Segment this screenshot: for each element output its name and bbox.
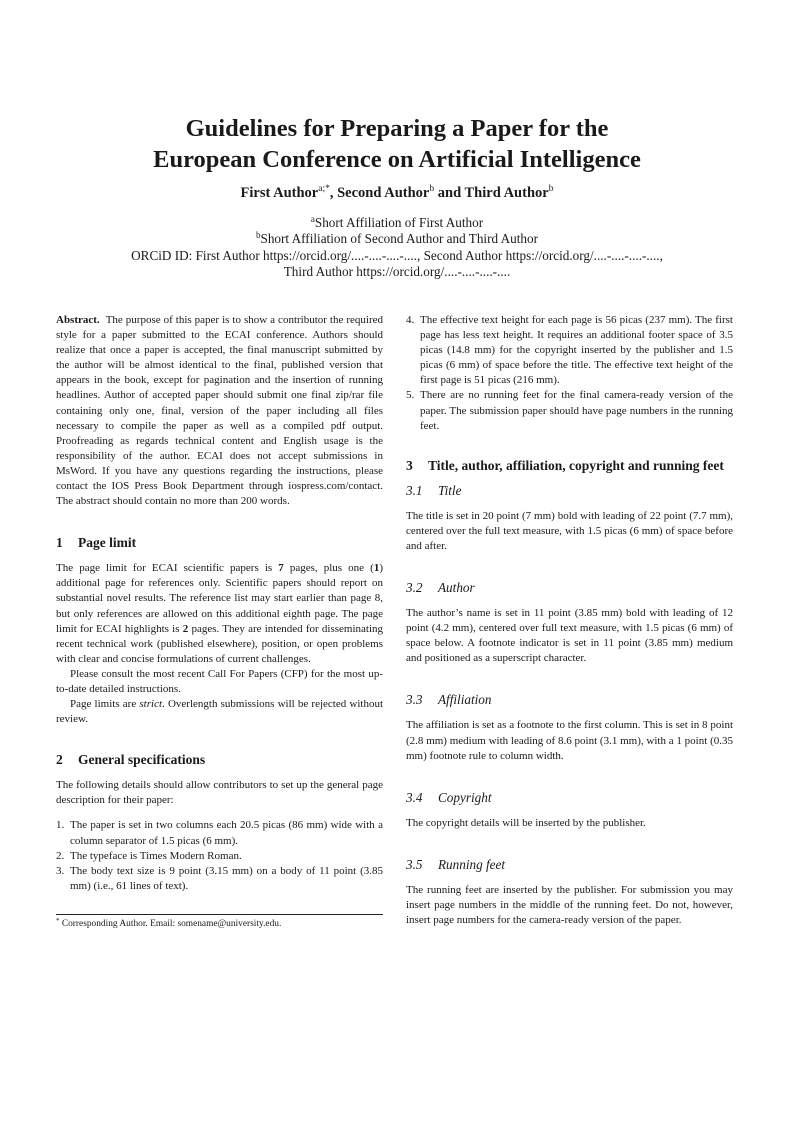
section-1-heading bbox=[56, 534, 383, 551]
author-third: Third Author bbox=[464, 185, 549, 201]
section-1-paragraph-3 bbox=[56, 697, 383, 727]
footnote-text: Corresponding Author. Email: somename@university.edu. bbox=[59, 919, 282, 929]
subsection-3-5-heading bbox=[406, 856, 733, 873]
list-item bbox=[406, 388, 733, 433]
section-2-heading bbox=[56, 751, 383, 768]
list-item-text: There are no running feet for the final camera-ready version of the paper. The submission paper should have page numbers in the running feet. bbox=[420, 389, 733, 432]
section-3-number: 3 bbox=[406, 457, 413, 473]
list-item-text: The body text size is 9 point (3.15 mm) on a body of 11 point (3.85 mm) (i.e., 61 lines of text). bbox=[70, 864, 383, 892]
abstract-text: The purpose of this paper is to show a contributor the required style for a paper submitted to the ECAI conference. Authors should realize that once a paper is accepted, the final manuscript submitted by the author will be almost identical to the final, published version that appears in the book, except for pagination and the insertion of running headlines. Author of accepted paper should submit one final zip/rar file containing only one, final, version of the paper including all files necessary to compile the paper as well as a compiled pdf output. Proofreading as regards technical content and English usage is the responsibility of the author. ECAI does not accept submissions in MsWord. If you have any questions regarding the instructions, please contact the IOS Press Book Department through iospress.com/contact. The abstract should contain no more than 200 words. bbox=[56, 314, 384, 508]
subsection-number: 3.2 bbox=[406, 580, 423, 596]
left-column bbox=[56, 313, 383, 894]
subsection-3-3-heading bbox=[406, 691, 733, 708]
affiliation-a bbox=[0, 215, 794, 231]
section-2-title: General specifications bbox=[78, 752, 206, 768]
section-1-p1-e: pages. They are intended for disseminating recent technical work (published elsewhere), position, or open problems with clear and concise formulations of current challenges. bbox=[56, 622, 383, 665]
orcid-line-1: ORCiD ID: First Author https://orcid.org/....-....-....-...., Second Author https://orcid.org/....-....-....-...., bbox=[131, 247, 663, 263]
footnote-rule bbox=[56, 914, 383, 915]
subsection-3-2-heading bbox=[406, 579, 733, 596]
subsection-3-3-text: The affiliation is set as a footnote to the first column. This is set in 8 point (2.8 mm) medium with leading of 8.6 point (3.1 mm), with a 1 point (0.35 mm) footnote rule to column width. bbox=[406, 719, 733, 762]
list-item bbox=[406, 313, 733, 388]
list-item bbox=[56, 849, 383, 864]
subsection-number: 3.3 bbox=[406, 692, 423, 708]
list-item-marker: 1. bbox=[56, 819, 65, 832]
section-3-heading bbox=[406, 457, 733, 474]
affiliation-b bbox=[0, 231, 794, 247]
section-1-paragraph-1 bbox=[56, 561, 383, 667]
section-1-p3-b: . Overlength submissions will be rejected without review. bbox=[56, 698, 384, 726]
subsection-title: Copyright bbox=[438, 789, 492, 805]
author-sep-1: , bbox=[329, 185, 338, 201]
subsection-title: Author bbox=[438, 580, 475, 596]
author-third-sup: b bbox=[548, 184, 554, 194]
subsection-number: 3.4 bbox=[406, 789, 423, 805]
title-line-2: European Conference on Artificial Intelligence bbox=[153, 146, 641, 173]
list-item-marker: 4. bbox=[406, 314, 415, 326]
section-1-p1-d: ) additional page for references only. Scientific papers should report on substantial novel results. The reference list may start earlier than page 8, but only references are allowed on this additional eighth page. The page limit for ECAI highlights is bbox=[56, 562, 383, 635]
section-1-p1-bold-2: 2 bbox=[182, 622, 189, 635]
section-1-p3-em: strict bbox=[139, 698, 163, 711]
abstract bbox=[56, 313, 383, 509]
section-1-p1-bold-1: 1 bbox=[373, 562, 380, 575]
author-sep-2: and bbox=[434, 185, 465, 201]
section-1-title: Page limit bbox=[78, 535, 137, 551]
affiliation-a-sup: a bbox=[310, 214, 315, 224]
paper-title bbox=[0, 113, 794, 175]
list-item-marker: 2. bbox=[56, 849, 65, 862]
orcid-line-2: Third Author https://orcid.org/....-....-....-.... bbox=[283, 264, 511, 280]
footnote bbox=[56, 918, 383, 930]
list-item-text: The paper is set in two columns each 20.5 picas (86 mm) wide with a column separator of 1.5 picas (6 mm). bbox=[70, 819, 383, 847]
affiliation-a-text: Short Affiliation of First Author bbox=[314, 215, 484, 230]
subsection-3-2-text: The author’s name is set in 11 point (3.85 mm) bold with leading of 12 point (4.2 mm), centered over full text measure, with 1.5 picas (6 mm) of space below. A footnote indicator is set in 11 point (3.85 mm) medium and positioned as a superscript character. bbox=[406, 607, 733, 665]
subsection-3-1-text: The title is set in 20 point (7 mm) bold with leading of 22 point (7.7 mm), centered over the full text measure, with 1.5 picas (6 mm) of space before and after. bbox=[406, 509, 733, 552]
author-second-sup: b bbox=[429, 184, 435, 194]
spec-list-part-2 bbox=[406, 313, 733, 434]
spec-list-part-1 bbox=[56, 818, 383, 893]
author-first: First Author bbox=[240, 185, 319, 201]
right-column bbox=[406, 313, 733, 928]
section-1-p1-c: pages, plus one ( bbox=[283, 562, 374, 575]
subsection-3-1-heading bbox=[406, 482, 733, 499]
subsection-title: Running feet bbox=[438, 856, 506, 872]
author-line bbox=[0, 183, 794, 203]
section-2-intro: The following details should allow contributors to set up the general page description for their paper: bbox=[56, 779, 383, 807]
list-item-marker: 3. bbox=[56, 864, 65, 877]
list-item bbox=[56, 864, 383, 894]
section-1-paragraph-2: Please consult the most recent Call For Papers (CFP) for the most up-to-date detailed instructions. bbox=[56, 667, 383, 695]
section-1-p1-a: The page limit for ECAI scientific papers is bbox=[56, 562, 279, 575]
list-item bbox=[56, 818, 383, 848]
section-1-number: 1 bbox=[56, 535, 63, 551]
section-2-number: 2 bbox=[56, 752, 63, 768]
subsection-3-5-text: The running feet are inserted by the publisher. For submission you may insert page numbers in the middle of the running feet. Do not, however, insert page numbers for the camera-ready version of the paper. bbox=[406, 883, 733, 926]
list-item-text: The effective text height for each page is 56 picas (237 mm). The first page has less text height. It requires an additional footer space of 3.5 picas (14.8 mm) for the copyright inserted by the publisher and 1.5 picas (6 mm) of space before the title. The effective text height of the first page is 51 picas (216 mm). bbox=[420, 314, 733, 387]
subsection-3-4-heading bbox=[406, 789, 733, 806]
section-1-p3-a: Page limits are bbox=[70, 698, 140, 711]
section-3-title: Title, author, affiliation, copyright and running feet bbox=[428, 457, 724, 473]
subsection-title: Title bbox=[438, 482, 462, 498]
affiliation-b-sup: b bbox=[255, 230, 261, 241]
section-1-p1-bold-7: 7 bbox=[278, 562, 284, 575]
subsection-number: 3.5 bbox=[406, 856, 423, 872]
author-first-sup: a;* bbox=[318, 184, 330, 194]
list-item-marker: 5. bbox=[406, 389, 415, 402]
footnote-sup: * bbox=[56, 917, 60, 925]
abstract-label: Abstract. bbox=[56, 314, 100, 326]
affiliation-b-text: Short Affiliation of Second Author and Third Author bbox=[260, 231, 539, 247]
affiliation-block bbox=[0, 215, 794, 281]
list-item-text: The typeface is Times Modern Roman. bbox=[70, 849, 242, 862]
subsection-3-4-text: The copyright details will be inserted by the publisher. bbox=[406, 816, 646, 829]
subsection-title: Affiliation bbox=[438, 692, 492, 708]
title-line-1: Guidelines for Preparing a Paper for the bbox=[185, 115, 609, 142]
author-second: Second Author bbox=[337, 185, 430, 201]
subsection-number: 3.1 bbox=[406, 482, 423, 498]
